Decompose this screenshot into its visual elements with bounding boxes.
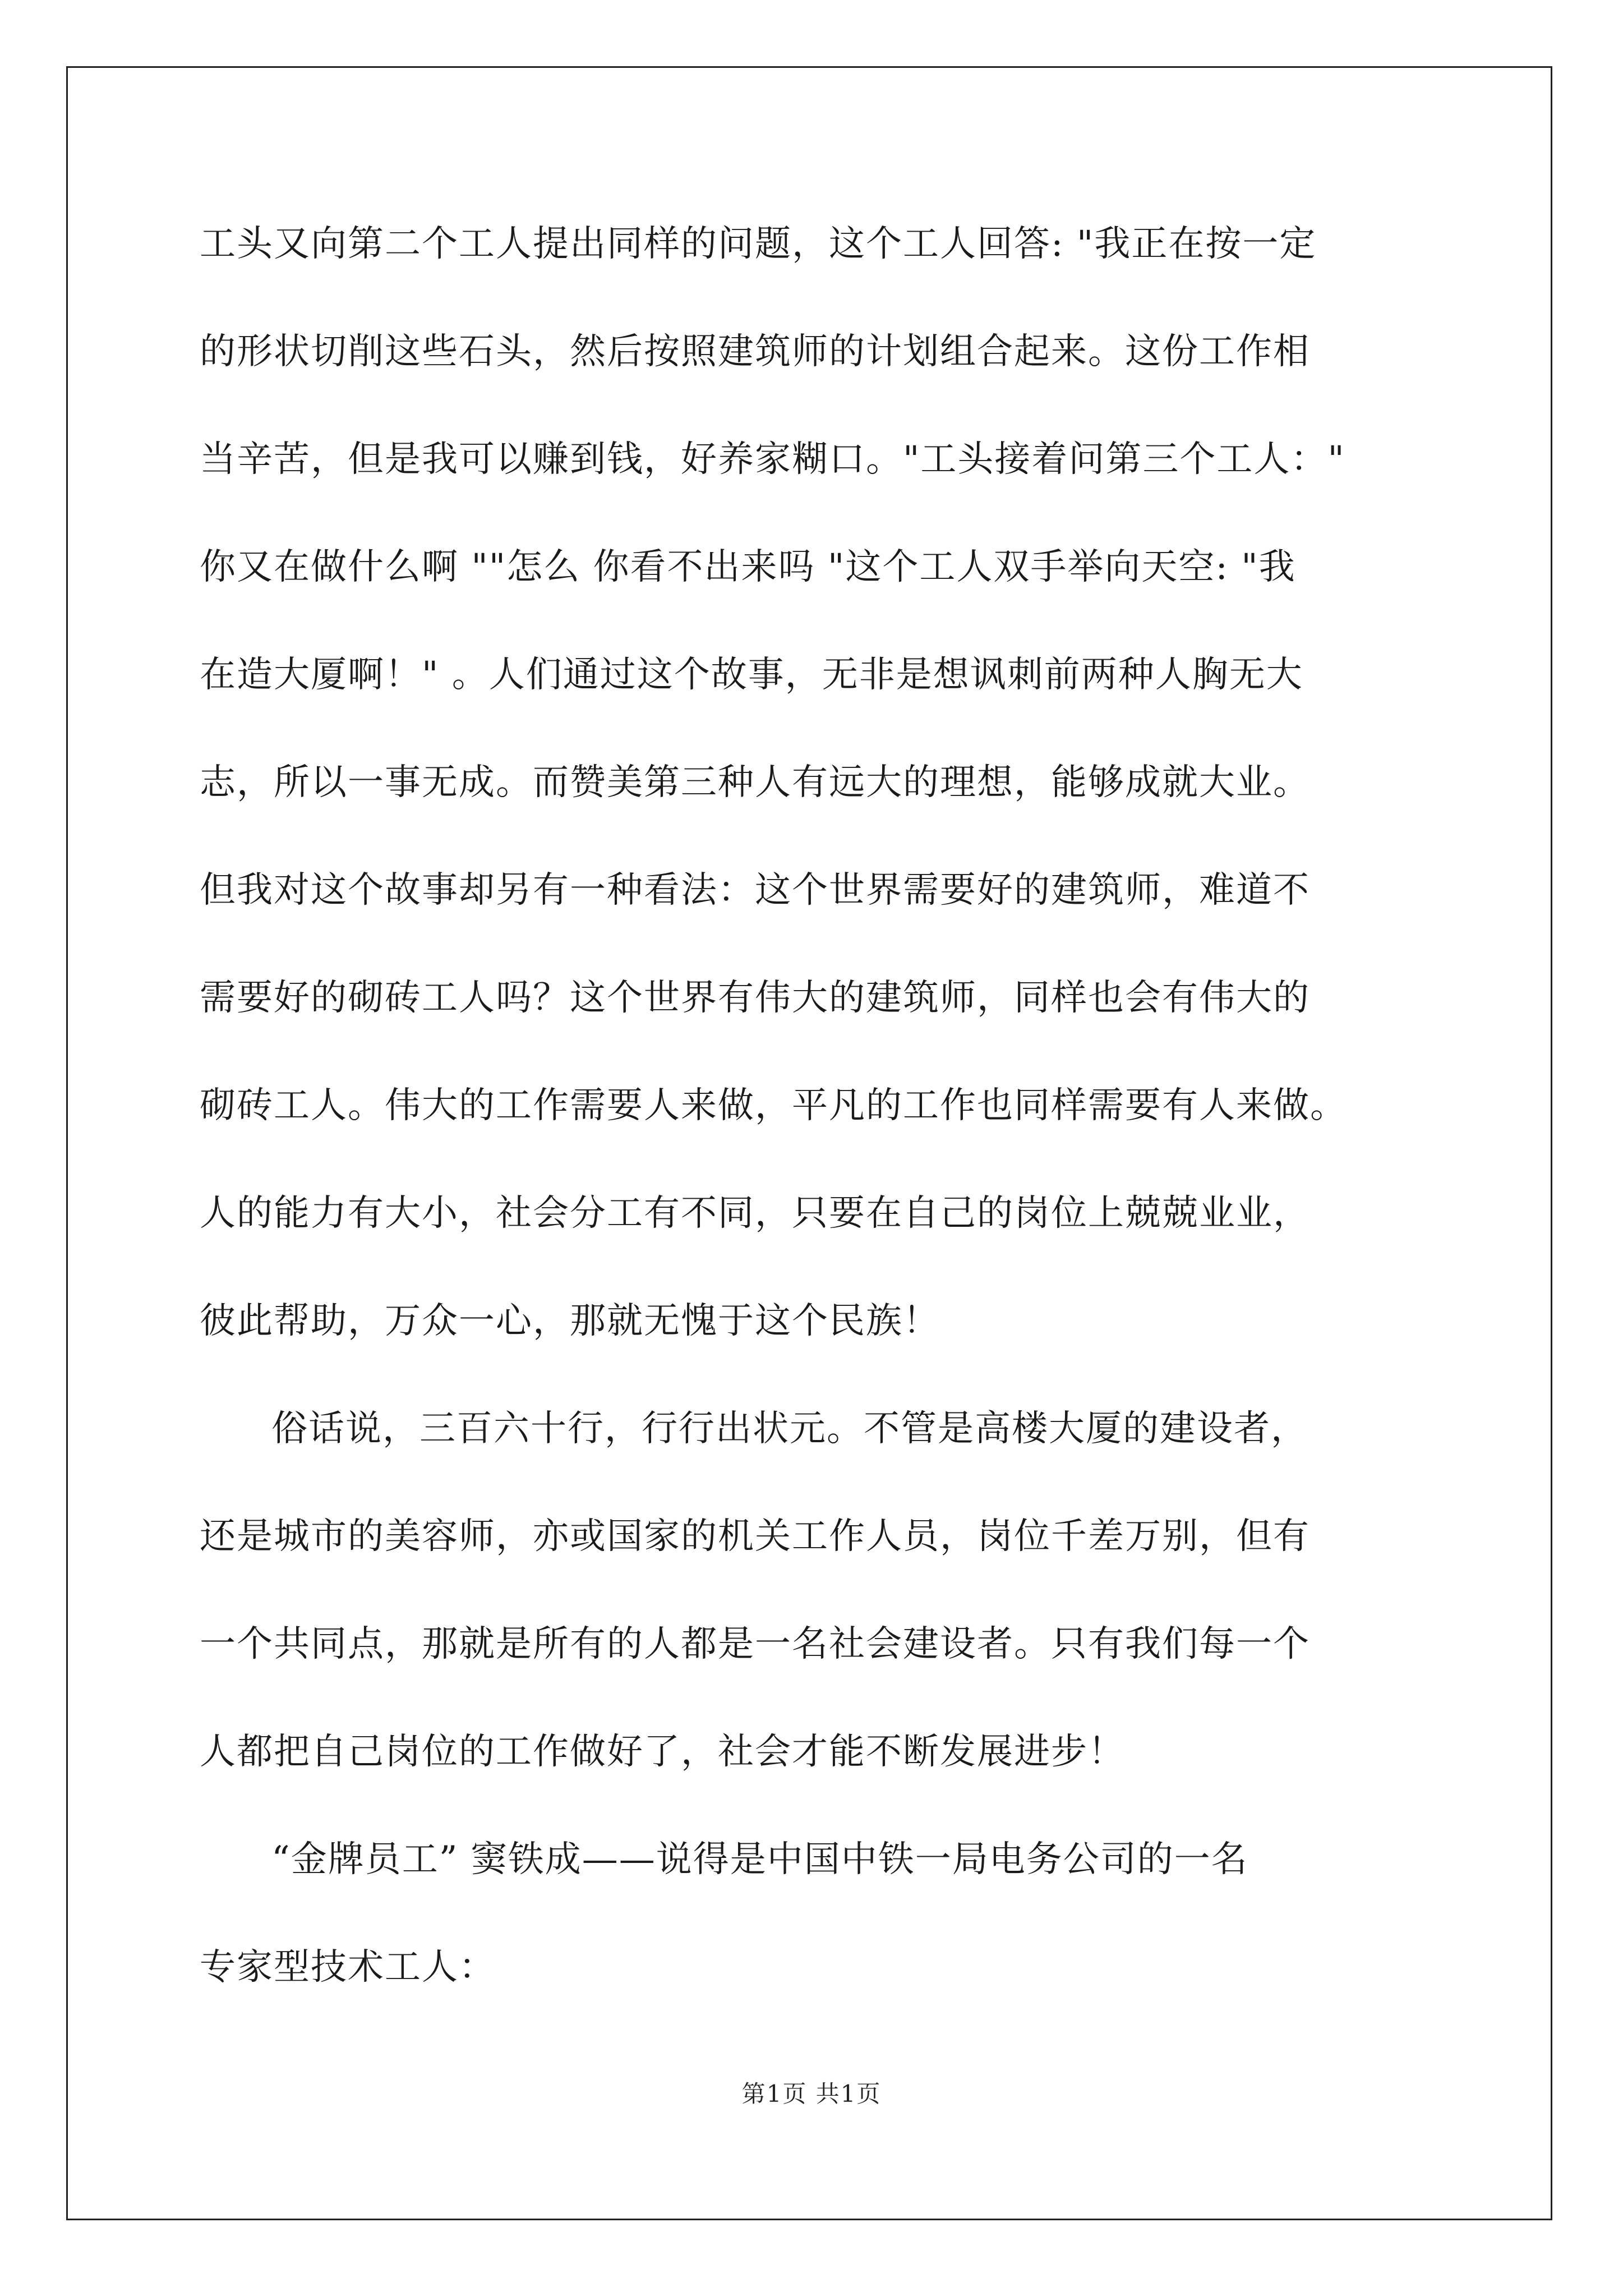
text-line: 在造大厦啊！" 。人们通过这个故事，无非是想讽刺前两种人胸无大 (200, 654, 1303, 696)
text-line: 人的能力有大小，社会分工有不同，只要在自己的岗位上兢兢业业， (200, 1193, 1310, 1234)
text-line: 彼此帮助，万众一心，那就无愧于这个民族！ (200, 1300, 940, 1342)
text-line: 志，所以一事无成。而赞美第三种人有远大的理想，能够成就大业。 (200, 762, 1310, 803)
text-line: 工头又向第二个工人提出同样的问题，这个工人回答: "我正在按一定 (200, 223, 1317, 265)
text-line: 人都把自己岗位的工作做好了，社会才能不断发展进步！ (200, 1731, 1125, 1773)
text-line: 的形状切削这些石头，然后按照建筑师的计划组合起来。这份工作相 (200, 331, 1310, 372)
text-line: 还是城市的美容师，亦或国家的机关工作人员，岗位千差万别，但有 (200, 1516, 1310, 1557)
text-line: 你又在做什么啊 ""怎么 你看不出来吗 "这个工人双手举向天空: "我 (200, 546, 1296, 588)
text-line: 当辛苦，但是我可以赚到钱，好养家糊口。"工头接着问第三个工人：" (200, 439, 1345, 480)
text-line: 需要好的砌砖工人吗？这个世界有伟大的建筑师，同样也会有伟大的 (200, 977, 1310, 1019)
document-body (200, 216, 1422, 2047)
text-line: 专家型技术工人： (200, 1947, 496, 1988)
text-line: 砌砖工人。伟大的工作需要人来做，平凡的工作也同样需要有人来做。 (200, 1085, 1347, 1126)
paragraph-first-line: “金牌员工” 窦铁成——说得是中国中铁一局电务公司的一名 (271, 1839, 1248, 1880)
paragraph-first-line: 俗话说，三百六十行，行行出状元。不管是高楼大厦的建设者， (271, 1408, 1308, 1450)
text-line: 但我对这个故事却另有一种看法：这个世界需要好的建筑师，难道不 (200, 869, 1310, 911)
page-footer: 第1页 共1页 (741, 2080, 882, 2108)
text-line: 一个共同点，那就是所有的人都是一名社会建设者。只有我们每一个 (200, 1623, 1310, 1665)
